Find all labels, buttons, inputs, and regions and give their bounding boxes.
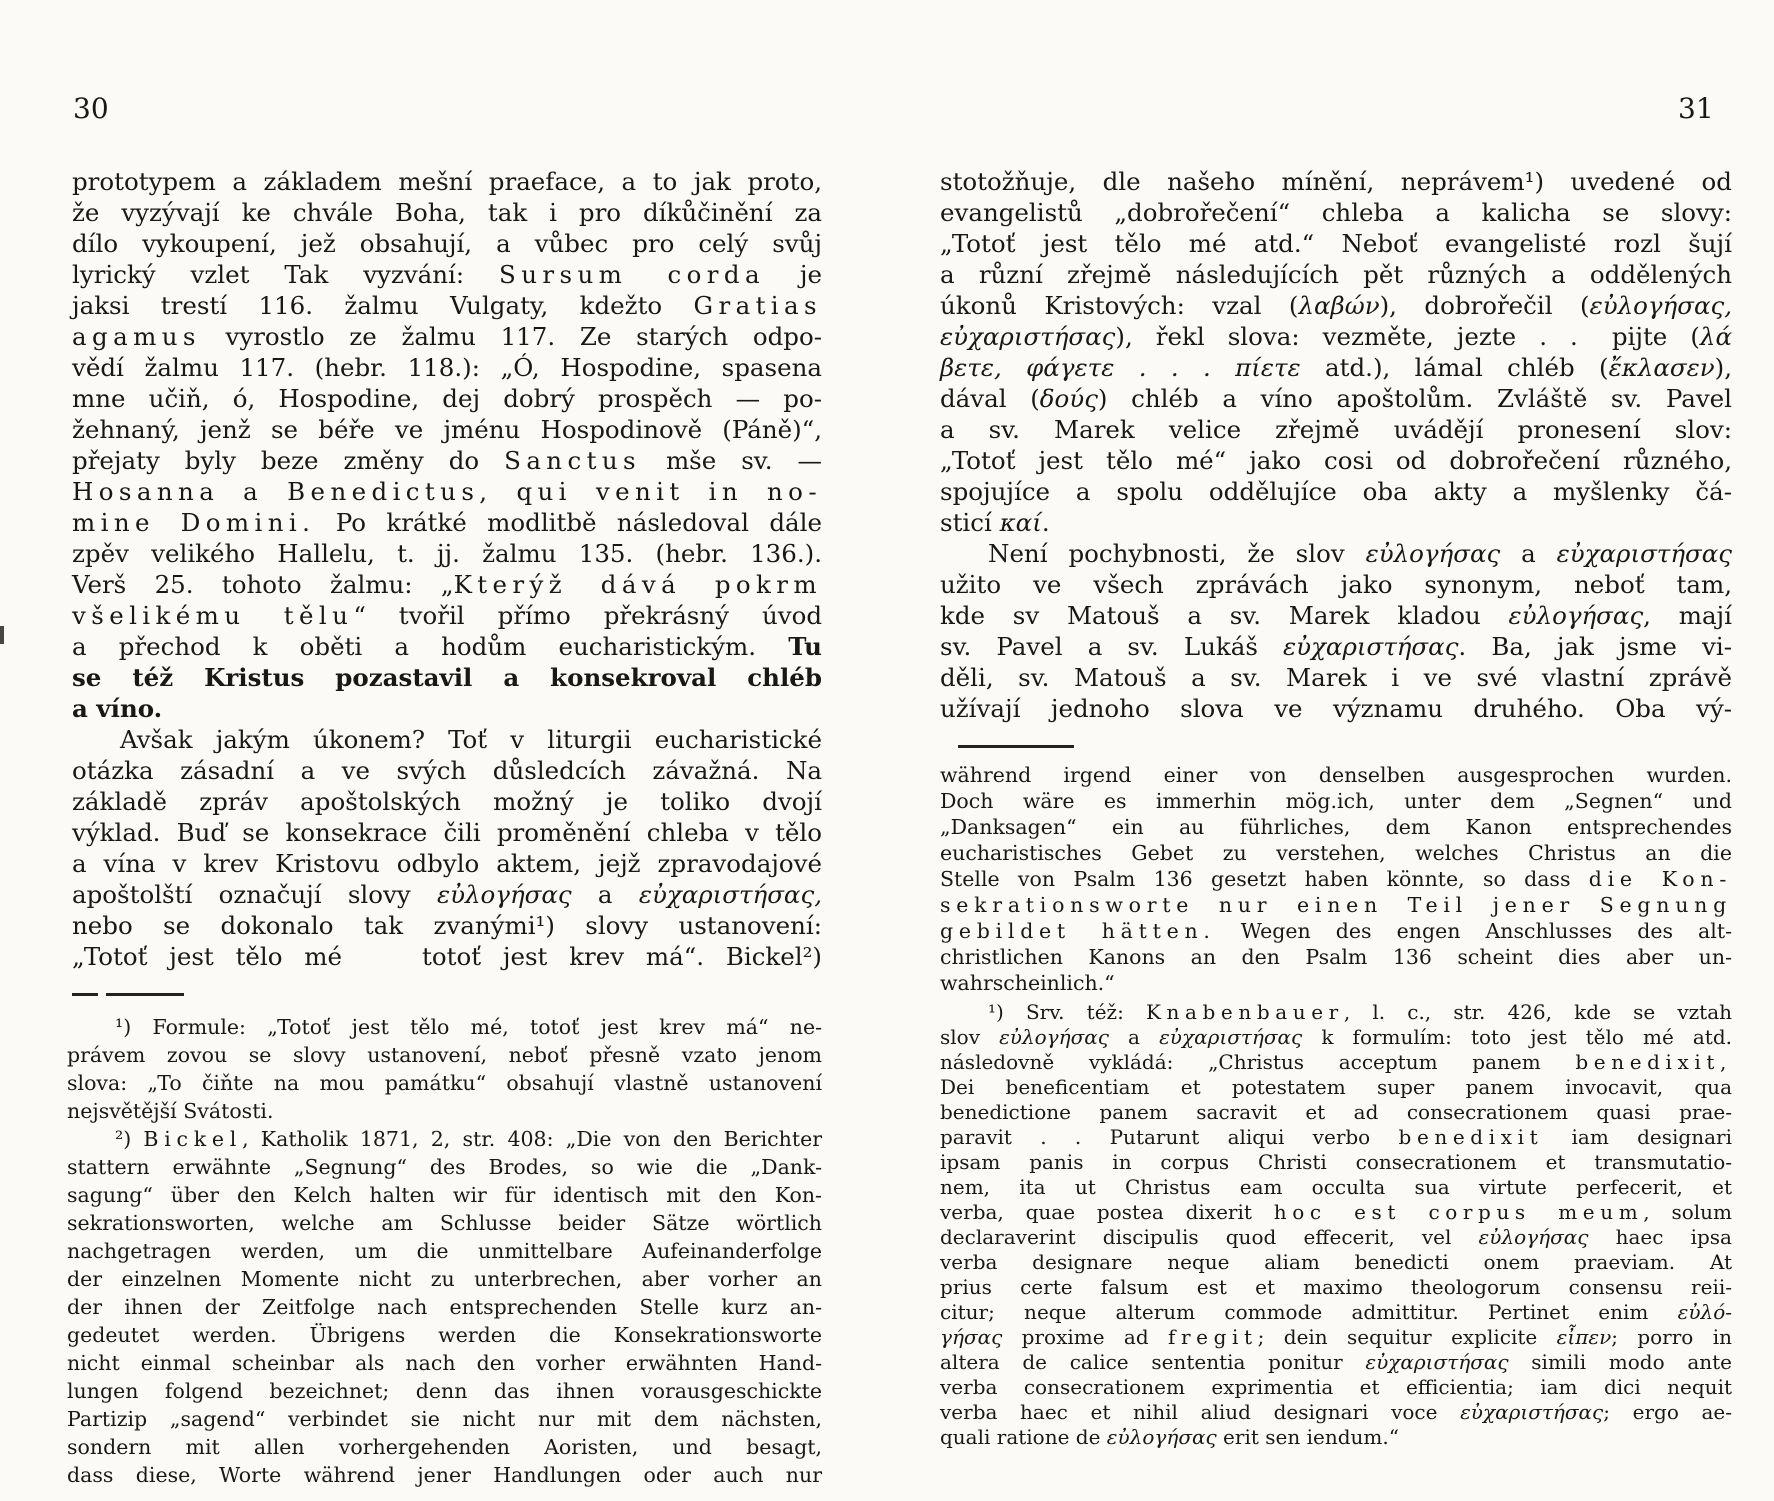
text-segment: haec ipsa bbox=[1588, 1225, 1732, 1249]
text-segment: mše sv. — bbox=[640, 446, 822, 475]
text-line bbox=[72, 569, 822, 600]
text-segment: a bbox=[1500, 539, 1557, 568]
text-line bbox=[72, 755, 822, 786]
text-line bbox=[940, 1100, 1732, 1125]
greek-term: εὐχαριστήσας bbox=[1159, 1025, 1303, 1049]
text-line bbox=[940, 1075, 1732, 1100]
text-line bbox=[72, 507, 822, 538]
text-line bbox=[67, 1237, 822, 1265]
text-segment: totoť jest krev má“. Bickel²) bbox=[422, 942, 822, 971]
text-segment: lyrický vzlet Tak vyzvání: bbox=[72, 260, 500, 289]
text-segment: slova: „To čiňte na mou památku“ obsahují vlastně ustanovení bbox=[67, 1071, 822, 1095]
text-segment: sondern mit allen vorhergehenden Aoristen, und besagt, bbox=[67, 1435, 822, 1459]
greek-term: εὐλογήσας bbox=[1106, 1425, 1217, 1449]
page-number-left: 30 bbox=[73, 92, 109, 125]
text-segment: nicht einmal scheinbar als nach den vorher erwähnten Hand- bbox=[67, 1351, 822, 1375]
letterspaced-text: Gratias bbox=[693, 291, 822, 320]
greek-term: εὐχαριστήσας bbox=[1556, 539, 1733, 568]
text-segment: dílo vykoupení, jež obsahují, a vůbec pro celý svůj bbox=[72, 229, 822, 258]
text-line bbox=[940, 166, 1732, 197]
text-line bbox=[72, 600, 822, 631]
text-segment: quali ratione de bbox=[940, 1425, 1107, 1449]
text-line bbox=[940, 631, 1732, 662]
text-line bbox=[67, 1181, 822, 1209]
text-line bbox=[72, 476, 822, 507]
text-segment: „Danksagen“ ein au führliches, dem Kanon entsprechendes bbox=[940, 815, 1732, 839]
text-segment: ), dobrořečil ( bbox=[1379, 291, 1590, 320]
text-line bbox=[940, 476, 1732, 507]
letterspaced-text: Sanctus bbox=[504, 446, 641, 475]
bold-text: a víno. bbox=[72, 694, 163, 723]
greek-term: εὐχαριστήσας bbox=[1365, 1350, 1509, 1374]
text-segment: úkonů Kristových: vzal ( bbox=[940, 291, 1299, 320]
letterspaced-text: die Kon- bbox=[1588, 867, 1732, 891]
text-segment: dass diese, Worte während jener Handlungen oder auch nur bbox=[67, 1463, 822, 1487]
text-line bbox=[940, 259, 1732, 290]
text-line bbox=[940, 1150, 1732, 1175]
text-line bbox=[940, 569, 1732, 600]
text-line bbox=[940, 1000, 1732, 1025]
text-segment: děli, sv. Matouš a sv. Marek i ve své vlastní zprávě bbox=[940, 663, 1732, 692]
text-segment: Není pochybnosti, že slov bbox=[988, 539, 1366, 568]
text-segment: Dei beneficentiam et potestatem super panem invocavit, qua bbox=[940, 1075, 1732, 1099]
text-line bbox=[940, 1050, 1732, 1075]
text-segment: následovně vykládá: „Christus acceptum panem bbox=[940, 1050, 1576, 1074]
text-segment: zpěv velikého Hallelu, t. jj. žalmu 135. (hebr. 136.). bbox=[72, 539, 822, 568]
letterspaced-text: Sursum corda bbox=[499, 260, 765, 289]
text-line bbox=[940, 228, 1732, 259]
text-segment: stotožňuje, dle našeho mínění, neprávem¹) uvedené od bbox=[940, 167, 1732, 196]
letterspaced-text: agamus bbox=[72, 322, 201, 351]
text-line bbox=[940, 197, 1732, 228]
text-segment: . bbox=[1041, 508, 1050, 537]
text-segment: žehnaný, jenž se béře ve jménu Hospodinově (Páně)“, bbox=[72, 415, 822, 444]
right-page-body-text bbox=[940, 166, 1732, 724]
text-line bbox=[72, 910, 822, 941]
text-line bbox=[72, 786, 822, 817]
text-segment: evangelistů „dobrořečení“ chleba a kalicha se slovy: bbox=[940, 198, 1732, 227]
text-segment: , l. c., str. 426, kde se vztah bbox=[1343, 1000, 1732, 1024]
scan-artifact bbox=[0, 626, 4, 644]
text-segment: ; porro in bbox=[1611, 1325, 1732, 1349]
text-line bbox=[940, 892, 1732, 918]
text-segment: a přechod k oběti a hodům eucharistickým. bbox=[72, 632, 789, 661]
text-segment: , mají bbox=[1643, 601, 1732, 630]
text-segment: je bbox=[764, 260, 822, 289]
text-segment: benedictione panem sacravit et ad consecrationem quasi prae- bbox=[940, 1100, 1732, 1124]
text-line bbox=[67, 1293, 822, 1321]
text-segment: ; ergo ae- bbox=[1603, 1400, 1733, 1424]
text-segment: erit sen iendum.“ bbox=[1216, 1425, 1399, 1449]
text-line bbox=[940, 1350, 1732, 1375]
text-line bbox=[940, 538, 1732, 569]
text-line bbox=[72, 848, 822, 879]
text-line bbox=[940, 788, 1732, 814]
text-segment: nem, ita ut Christus eam occulta sua virtute perfecerit, et bbox=[940, 1175, 1732, 1199]
greek-term: εὐχαριστήσας bbox=[1283, 632, 1459, 661]
text-line bbox=[72, 662, 822, 693]
text-line bbox=[67, 1097, 822, 1125]
greek-term: γήσας bbox=[940, 1325, 1003, 1349]
text-segment: stattern erwähnte „Segnung“ des Brodes, so wie die „Dank- bbox=[67, 1155, 822, 1179]
letterspaced-text: benedixit, bbox=[1575, 1050, 1732, 1074]
text-line bbox=[940, 693, 1732, 724]
text-segment: verba, quae postea dixerit bbox=[940, 1200, 1274, 1224]
left-page-body-text bbox=[72, 166, 822, 972]
text-segment: že vyzývají ke chvále Boha, tak i pro díkůčinění za bbox=[72, 198, 822, 227]
text-line bbox=[940, 840, 1732, 866]
greek-term: λά bbox=[1699, 322, 1732, 351]
text-segment: vyrostlo ze žalmu 117. Ze starých odpo- bbox=[200, 322, 822, 351]
greek-term: εὐχαριστήσας, bbox=[638, 880, 822, 909]
text-line bbox=[72, 290, 822, 321]
text-line bbox=[940, 918, 1732, 944]
text-line bbox=[67, 1349, 822, 1377]
letterspaced-text: Bickel bbox=[143, 1127, 243, 1151]
text-segment: ¹) Formule: „Totoť jest tělo mé, totoť jest krev má“ ne- bbox=[115, 1015, 822, 1039]
left-page-footnotes bbox=[67, 1013, 822, 1489]
text-segment: slov bbox=[940, 1025, 1000, 1049]
text-line bbox=[72, 724, 822, 755]
letterspaced-text: sekrationsworte nur einen Teil jener Segnung bbox=[940, 893, 1732, 917]
text-line bbox=[940, 507, 1732, 538]
greek-term: εὐλογήσας bbox=[1508, 601, 1644, 630]
text-line bbox=[72, 166, 822, 197]
text-line bbox=[67, 1377, 822, 1405]
text-line bbox=[940, 1375, 1732, 1400]
text-segment: “ tvořil přímo překrásný úvod bbox=[353, 601, 823, 630]
greek-term: βετε, φάγετε . . . πίετε bbox=[940, 353, 1301, 382]
text-segment: právem zovou se slovy ustanovení, neboť přesně vzato jenom bbox=[67, 1043, 822, 1067]
letterspaced-text: hoc est corpus meum bbox=[1273, 1200, 1644, 1224]
letterspaced-text: Kterýž dává pokrm bbox=[453, 570, 822, 599]
text-segment: spojujíce a spolu oddělujíce oba akty a myšlenky čá- bbox=[940, 477, 1732, 506]
text-line bbox=[67, 1321, 822, 1349]
text-line bbox=[67, 1433, 822, 1461]
text-segment: prius certe falsum est et maximo theologorum consensu reii- bbox=[940, 1275, 1732, 1299]
text-line bbox=[72, 693, 822, 724]
text-line bbox=[72, 445, 822, 476]
text-segment: kde sv Matouš a sv. Marek kladou bbox=[940, 601, 1509, 630]
text-segment: ipsam panis in corpus Christi consecrationem et transmutatio- bbox=[940, 1150, 1732, 1174]
text-segment: lungen folgend bezeichnet; denn das ihnen vorausgeschickte bbox=[67, 1379, 822, 1403]
left-footnote-separator bbox=[72, 993, 184, 996]
rule-segment bbox=[106, 993, 184, 996]
greek-term: εἶπεν bbox=[1556, 1325, 1612, 1349]
text-segment: Verš 25. tohoto žalmu: „ bbox=[72, 570, 454, 599]
text-line bbox=[67, 1461, 822, 1489]
bold-text: se též Kristus pozastavil a konsekroval chléb bbox=[72, 663, 822, 692]
text-segment: pijte ( bbox=[1611, 322, 1700, 351]
text-segment: nebo se dokonalo tak zvanými¹) slovy ustanovení: bbox=[72, 911, 822, 940]
text-segment: základě zpráv apoštolských možný je toliko dvojí bbox=[72, 787, 822, 816]
print-gap bbox=[342, 964, 422, 965]
text-segment: užito ve všech zprávách jako synonym, neboť tam, bbox=[940, 570, 1732, 599]
text-segment: výklad. Buď se konsekrace čili proměnění chleba v tělo bbox=[72, 818, 822, 847]
greek-term: καί bbox=[999, 508, 1042, 537]
text-segment: ), bbox=[1714, 353, 1732, 382]
print-gap bbox=[1578, 344, 1612, 345]
greek-term: ἔκλασεν bbox=[1608, 353, 1715, 382]
text-line bbox=[940, 290, 1732, 321]
text-segment: paravit . . Putarunt aliqui verbo bbox=[940, 1125, 1399, 1149]
text-line bbox=[67, 1265, 822, 1293]
text-segment: gedeutet werden. Übrigens werden die Konsekrationsworte bbox=[67, 1323, 822, 1347]
letterspaced-text: Knabenbauer bbox=[1145, 1000, 1344, 1024]
right-page-footnote-continuation bbox=[940, 762, 1732, 996]
text-segment: a sv. Marek velice zřejmě uvádějí pronesení slov: bbox=[940, 415, 1732, 444]
text-segment: während irgend einer von denselben ausgesprochen wurden. bbox=[940, 763, 1732, 787]
text-segment: citur; neque alterum commode admittitur. Pertinet enim bbox=[940, 1300, 1678, 1324]
text-segment: k formulím: toto jest tělo mé atd. bbox=[1302, 1025, 1733, 1049]
text-segment: užívají jednoho slova ve významu druhého. Oba vý- bbox=[940, 694, 1732, 723]
text-segment: verba haec et nihil aliud designari voce bbox=[940, 1400, 1461, 1424]
text-line bbox=[72, 879, 822, 910]
greek-term: εὐλογήσας, bbox=[1589, 291, 1732, 320]
text-segment: christlichen Kanons an den Psalm 136 scheint dies aber un- bbox=[940, 945, 1732, 969]
text-segment: „Totoť jest tělo mé bbox=[72, 942, 343, 971]
text-line bbox=[72, 538, 822, 569]
page-number-right: 31 bbox=[1678, 92, 1714, 125]
text-segment: nejsvětější Svátosti. bbox=[67, 1099, 274, 1123]
text-segment: otázka zásadní a ve svých důsledcích závažná. Na bbox=[72, 756, 822, 785]
text-segment: nachgetragen werden, um die unmittelbare Aufeinanderfolge bbox=[67, 1239, 822, 1263]
text-line bbox=[72, 817, 822, 848]
text-line bbox=[940, 1300, 1732, 1325]
text-segment: a vína v krev Kristovu odbylo aktem, jejž zpravodajové bbox=[72, 849, 822, 878]
text-line bbox=[940, 1200, 1732, 1225]
text-line bbox=[72, 197, 822, 228]
text-segment: verba consecrationem exprimentia et efficientia; iam dici nequit bbox=[940, 1375, 1732, 1399]
text-line bbox=[67, 1209, 822, 1237]
text-line bbox=[940, 944, 1732, 970]
text-line bbox=[67, 1069, 822, 1097]
text-segment: sagung“ über den Kelch halten wir für identisch mit den Kon- bbox=[67, 1183, 822, 1207]
text-line bbox=[940, 352, 1732, 383]
text-line bbox=[940, 814, 1732, 840]
text-line bbox=[940, 762, 1732, 788]
right-footnote-separator bbox=[958, 745, 1074, 748]
text-segment: Avšak jakým úkonem? Toť v liturgii eucharistické bbox=[120, 725, 822, 754]
greek-term: δούς bbox=[1039, 384, 1098, 413]
text-segment: altera de calice sententia ponitur bbox=[940, 1350, 1366, 1374]
text-line bbox=[67, 1013, 822, 1041]
letterspaced-text: fregit bbox=[1168, 1325, 1258, 1349]
text-line bbox=[940, 1275, 1732, 1300]
text-line bbox=[940, 866, 1732, 892]
text-line bbox=[940, 414, 1732, 445]
text-line bbox=[940, 383, 1732, 414]
text-line bbox=[940, 1425, 1732, 1450]
greek-term: εὐχαριστήσας bbox=[940, 322, 1116, 351]
text-segment: „Totoť jest tělo mé“ jako cosi od dobrořečení různého, bbox=[940, 446, 1732, 475]
text-segment: eucharistisches Gebet zu verstehen, welches Christus an die bbox=[940, 841, 1732, 865]
text-line bbox=[940, 662, 1732, 693]
text-segment: wahrscheinlich.“ bbox=[940, 971, 1115, 995]
greek-term: εὐλογήσας bbox=[1478, 1225, 1589, 1249]
text-line bbox=[940, 1025, 1732, 1050]
text-segment: ; dein sequitur explicite bbox=[1257, 1325, 1557, 1349]
text-line bbox=[940, 970, 1732, 996]
text-line bbox=[67, 1125, 822, 1153]
letterspaced-text: benedixit bbox=[1398, 1125, 1544, 1149]
text-line bbox=[67, 1405, 822, 1433]
text-segment: proxime ad bbox=[1002, 1325, 1169, 1349]
text-segment: Doch wäre es immerhin mög.ich, unter dem „Segnen“ und bbox=[940, 789, 1732, 813]
text-segment: vědí žalmu 117. (hebr. 118.): „Ó, Hospodine, spasena bbox=[72, 353, 822, 382]
text-line bbox=[72, 631, 822, 662]
text-line bbox=[72, 414, 822, 445]
text-segment: dával ( bbox=[940, 384, 1040, 413]
text-segment: apoštolští označují slovy bbox=[72, 880, 437, 909]
text-segment: ), řekl slova: vezměte, jezte . . bbox=[1115, 322, 1578, 351]
letterspaced-text: mine Domini. bbox=[72, 508, 316, 537]
text-segment: ¹) Srv. též: bbox=[988, 1000, 1146, 1024]
greek-term: εὐλογήσας bbox=[436, 880, 572, 909]
text-line bbox=[940, 445, 1732, 476]
text-segment: ) chléb a víno apoštolům. Zvláště sv. Pavel bbox=[1097, 384, 1732, 413]
letterspaced-text: všelikému tělu bbox=[72, 601, 354, 630]
text-line bbox=[67, 1041, 822, 1069]
text-segment: prototypem a základem mešní praeface, a to jak proto, bbox=[72, 167, 822, 196]
greek-term: εὐλογήσας bbox=[1365, 539, 1501, 568]
text-segment: a různí zřejmě následujících pět různých a oddělených bbox=[940, 260, 1732, 289]
text-segment: verba designare neque aliam benedicti onem praeviam. At bbox=[940, 1250, 1732, 1274]
text-line bbox=[940, 1125, 1732, 1150]
text-segment: sv. Pavel a sv. Lukáš bbox=[940, 632, 1284, 661]
text-segment: a bbox=[1108, 1025, 1160, 1049]
text-line bbox=[940, 321, 1732, 352]
rule-segment bbox=[72, 993, 98, 996]
text-line bbox=[67, 1153, 822, 1181]
text-segment: der ihnen der Zeitfolge nach entsprechenden Stelle kurz an- bbox=[67, 1295, 822, 1319]
bold-text: Tu bbox=[788, 632, 822, 661]
text-segment: sticí bbox=[940, 508, 1000, 537]
text-segment: jaksi trestí 116. žalmu Vulgaty, kdežto bbox=[72, 291, 694, 320]
greek-term: λαβών bbox=[1298, 291, 1380, 320]
text-segment: Wegen des engen Anschlusses des alt- bbox=[1215, 919, 1732, 943]
text-segment: Po krátké modlitbě následoval dále bbox=[315, 508, 822, 537]
text-segment: declaraverint discipulis quod effecerit, vel bbox=[940, 1225, 1479, 1249]
text-segment: a bbox=[571, 880, 639, 909]
text-segment: iam designari bbox=[1543, 1125, 1732, 1149]
text-segment: , Katholik 1871, 2, str. 408: „Die von den Berichter bbox=[242, 1127, 823, 1151]
text-line bbox=[72, 228, 822, 259]
text-line bbox=[940, 1250, 1732, 1275]
text-segment: ²) bbox=[115, 1127, 144, 1151]
greek-term: εὐλό- bbox=[1677, 1300, 1732, 1324]
text-line bbox=[72, 941, 822, 972]
text-line bbox=[940, 1325, 1732, 1350]
text-segment: der einzelnen Momente nicht zu unterbrechen, aber vorher an bbox=[67, 1267, 822, 1291]
text-line bbox=[72, 259, 822, 290]
text-segment: Partizip „sagend“ verbindet sie nicht nur mit dem nächsten, bbox=[67, 1407, 822, 1431]
text-line bbox=[72, 321, 822, 352]
text-segment: sekrationsworten, welche am Schlusse beider Sätze wörtlich bbox=[67, 1211, 822, 1235]
greek-term: εὐχαριστήσας bbox=[1460, 1400, 1604, 1424]
text-segment: mne učiň, ó, Hospodine, dej dobrý prospěch — po- bbox=[72, 384, 822, 413]
letterspaced-text: gebildet hätten. bbox=[940, 919, 1216, 943]
text-line bbox=[72, 383, 822, 414]
text-segment: „Totoť jest tělo mé atd.“ Neboť evangelisté rozl šují bbox=[940, 229, 1732, 258]
text-line bbox=[940, 1400, 1732, 1425]
rule-segment bbox=[958, 745, 1074, 748]
text-segment: . Ba, jak jsme vi- bbox=[1458, 632, 1732, 661]
right-page-footnotes bbox=[940, 1000, 1732, 1450]
letterspaced-text: Hosanna a Benedictus, qui venit in no- bbox=[72, 477, 822, 506]
text-line bbox=[940, 1225, 1732, 1250]
text-segment: přejaty byly beze změny do bbox=[72, 446, 505, 475]
text-line bbox=[940, 600, 1732, 631]
text-line bbox=[940, 1175, 1732, 1200]
greek-term: εὐλογήσας bbox=[999, 1025, 1109, 1049]
text-segment: atd.), lámal chléb ( bbox=[1300, 353, 1609, 382]
text-line bbox=[72, 352, 822, 383]
text-segment: Stelle von Psalm 136 gesetzt haben könnte, so dass bbox=[940, 867, 1589, 891]
text-segment: , solum bbox=[1643, 1200, 1732, 1224]
text-segment: simili modo ante bbox=[1508, 1350, 1732, 1374]
